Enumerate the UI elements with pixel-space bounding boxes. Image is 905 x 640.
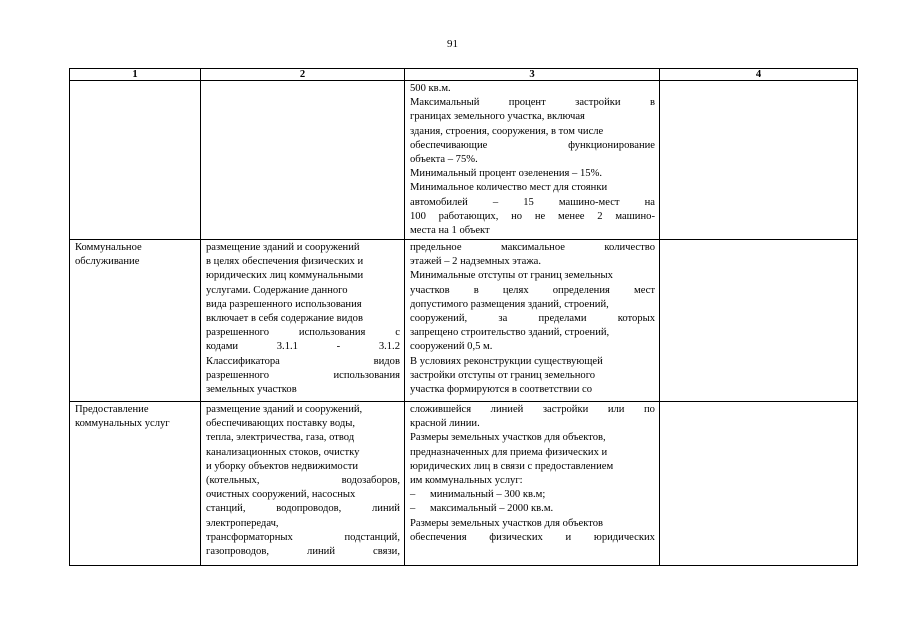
- text-line: включает в себя содержание видов: [206, 313, 363, 325]
- table-cell-col2: [201, 402, 405, 566]
- text-line: коммунальных услуг: [75, 418, 170, 430]
- text-line: Минимальное количество мест для стоянки: [410, 182, 608, 194]
- bullet-line: – максимальный – 2000 кв.м.: [410, 503, 554, 515]
- text-line: размещение зданий и сооружений: [206, 242, 360, 253]
- text-line: обслуживание: [75, 256, 140, 268]
- text-line: разрешенного использования с: [206, 327, 400, 339]
- page-number: 91: [447, 38, 458, 50]
- text-line: трансформаторных подстанций,: [206, 531, 400, 543]
- text-line: юридических лиц коммунальными: [206, 270, 364, 282]
- table-cell-col2: [201, 240, 405, 402]
- text-line: предельное максимальное количество: [410, 242, 655, 253]
- table-cell-col1: [70, 402, 201, 566]
- table-row: [70, 240, 858, 402]
- bullet-line: – минимальный – 300 кв.м;: [410, 489, 546, 501]
- text-line: обеспечивающие функционирование: [410, 139, 655, 151]
- column-header-1: 1: [70, 69, 201, 81]
- text-line: и уборку объектов недвижимости: [206, 460, 358, 472]
- table-cell-col3: [405, 402, 660, 566]
- text-line: этажей – 2 надземных этажа.: [410, 256, 541, 268]
- text-line: юридических лиц в связи с предоставлением: [410, 460, 614, 472]
- text-line: разрешенного использования: [206, 369, 400, 381]
- text-line: вида разрешенного использования: [206, 298, 362, 310]
- text-line: станций, водопроводов, линий: [206, 503, 400, 515]
- text-line: сооружений, за пределами которых: [410, 313, 655, 325]
- text-line: Размеры земельных участков для объектов,: [410, 432, 606, 444]
- text-line: услугами. Содержание данного: [206, 284, 348, 296]
- text-line: В условиях реконструкции существующей: [410, 355, 603, 367]
- text-line: сооружений 0,5 м.: [410, 341, 493, 353]
- table-cell-col1: [70, 81, 201, 240]
- text-line: обеспечивающих поставку воды,: [206, 418, 355, 430]
- column-header-2: 2: [201, 69, 405, 81]
- text-line: Размеры земельных участков для объектов: [410, 517, 604, 529]
- table-cell-col4: [660, 240, 858, 402]
- text-line: Классификатора видов: [206, 355, 400, 367]
- text-line: Коммунальное: [75, 242, 142, 253]
- text-line: в целях обеспечения физических и: [206, 256, 364, 268]
- text-line: автомобилей – 15 машино-мест на: [410, 196, 655, 208]
- text-line: предназначенных для приема физических и: [410, 446, 608, 458]
- table-row: [70, 402, 858, 566]
- text-line: земельных участков: [206, 384, 297, 396]
- table-header-row: [70, 69, 858, 81]
- text-line: границах земельного участка, включая: [410, 111, 585, 123]
- text-line: кодами 3.1.1 - 3.1.2: [206, 341, 400, 353]
- text-line: участков в целях определения мест: [410, 284, 655, 296]
- text-line: размещение зданий и сооружений,: [206, 404, 363, 415]
- text-line: Предоставление: [75, 404, 149, 415]
- text-line: участка формируются в соответствии со: [410, 384, 593, 396]
- text-line: Минимальные отступы от границ земельных: [410, 270, 613, 282]
- text-line: застройки отступы от границ земельного: [410, 369, 596, 381]
- table-cell-col4: [660, 81, 858, 240]
- text-line: (котельных, водозаборов,: [206, 475, 400, 487]
- text-line: канализационных стоков, очистку: [206, 446, 360, 458]
- text-line: красной линии.: [410, 418, 480, 430]
- text-line: им коммунальных услуг:: [410, 475, 523, 487]
- requirements-table: [69, 68, 858, 566]
- text-line: Минимальный процент озеленения – 15%.: [410, 168, 603, 180]
- text-line: сложившейся линией застройки или по: [410, 404, 655, 415]
- table-cell-col4: [660, 402, 858, 566]
- table-cell-col1: [70, 240, 201, 402]
- table-row: [70, 81, 858, 240]
- column-header-3: 3: [405, 69, 660, 81]
- table-cell-col3: [405, 81, 660, 240]
- text-line: обеспечения физических и юридических: [410, 531, 655, 543]
- text-line: объекта – 75%.: [410, 154, 478, 166]
- text-line: 500 кв.м.: [410, 83, 451, 94]
- text-line: очистных сооружений, насосных: [206, 489, 356, 501]
- text-line: электропередач,: [206, 517, 279, 529]
- text-line: газопроводов, линий связи,: [206, 546, 400, 558]
- table-cell-col3: [405, 240, 660, 402]
- text-line: 100 работающих, но не менее 2 машино-: [410, 210, 655, 222]
- text-line: здания, строения, сооружения, в том числе: [410, 125, 604, 137]
- column-header-4: 4: [660, 69, 858, 81]
- text-line: допустимого размещения зданий, строений,: [410, 298, 609, 310]
- table-cell-col2: [201, 81, 405, 240]
- text-line: места на 1 объект: [410, 225, 490, 237]
- text-line: тепла, электричества, газа, отвод: [206, 432, 355, 444]
- text-line: Максимальный процент застройки в: [410, 97, 655, 109]
- text-line: запрещено строительство зданий, строений,: [410, 327, 610, 339]
